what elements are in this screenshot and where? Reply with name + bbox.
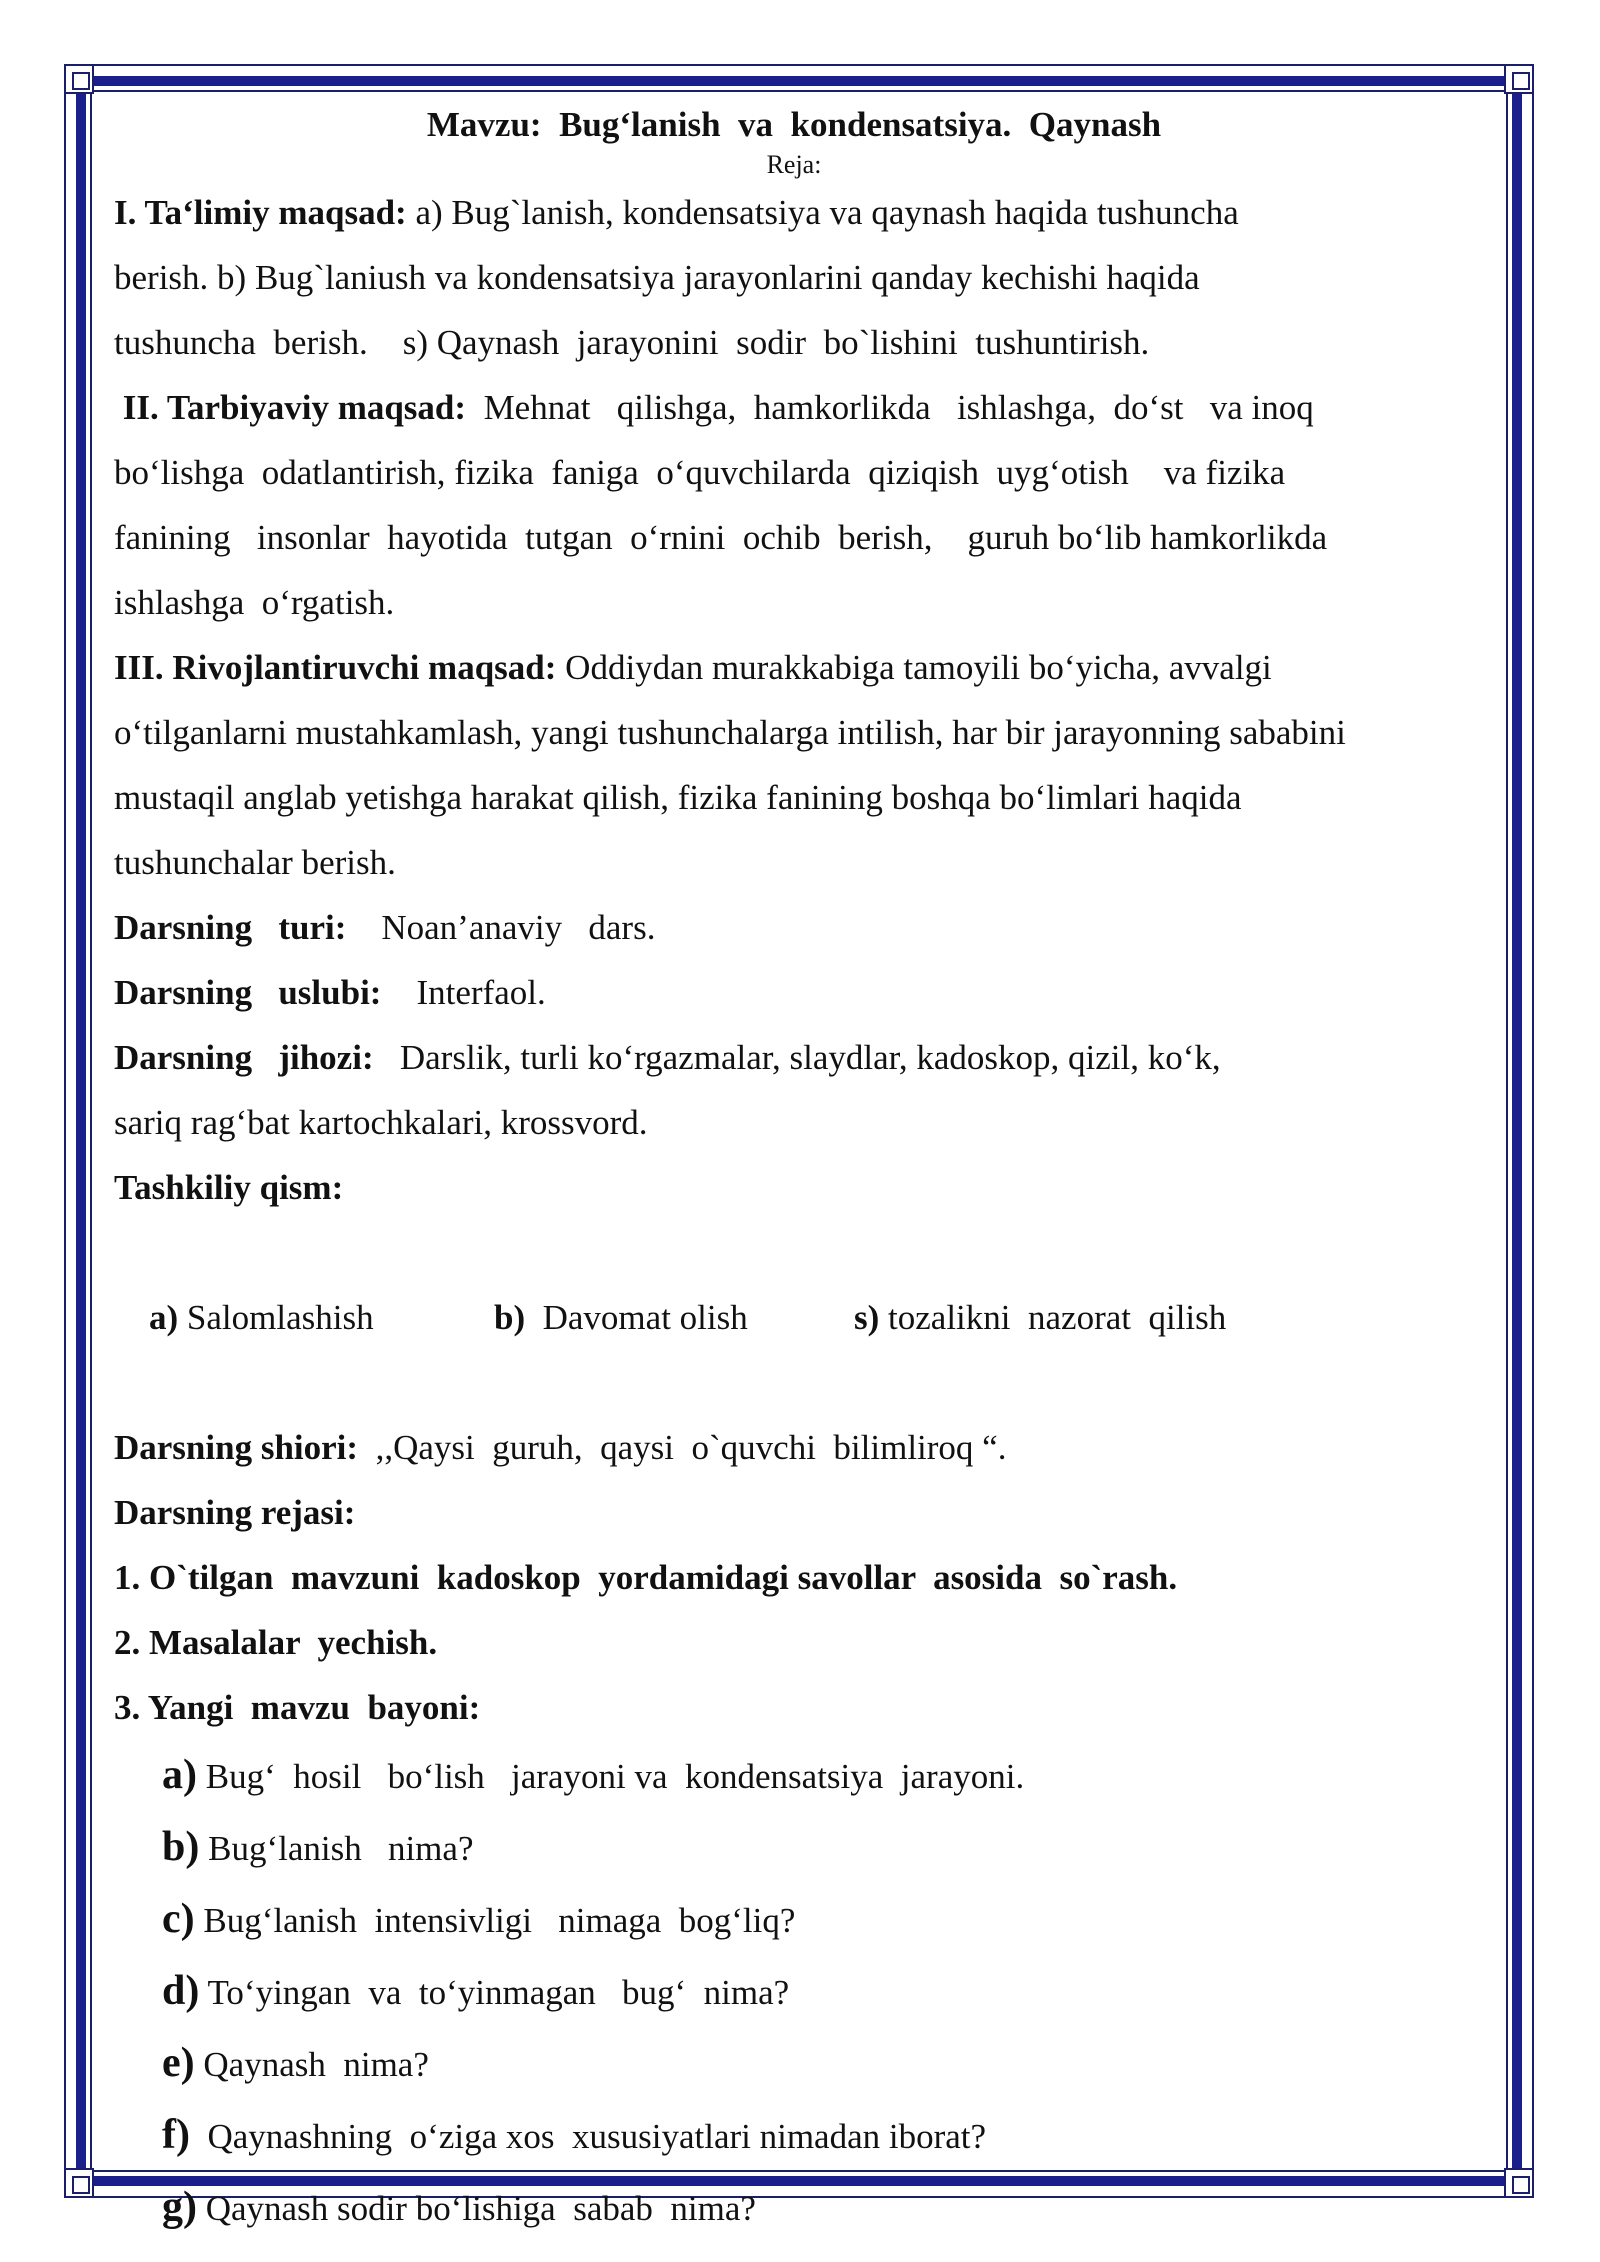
field-label: Darsning jihozi: bbox=[114, 1038, 374, 1077]
lesson-motto bbox=[114, 1415, 1494, 1480]
field-value: Interfaol. bbox=[381, 973, 546, 1012]
section-text: mustaqil anglab yetishga harakat qilish, fizika fanining boshqa bo‘limlari haqida bbox=[114, 778, 1242, 817]
section-text: o‘tilganlarni mustahkamlash, yangi tushunchalarga intilish, har bir jarayonning sababini bbox=[114, 713, 1346, 752]
corner-ornament-bottom-left bbox=[64, 2168, 94, 2198]
lesson-plan-heading: Darsning rejasi: bbox=[114, 1493, 356, 1532]
section-text: tushunchalar berish. bbox=[114, 843, 396, 882]
corner-ornament-top-left bbox=[64, 64, 94, 94]
section-label: I. Ta‘limiy maqsad: bbox=[114, 193, 407, 232]
lesson-plan-item: 1. O`tilgan mavzuni kadoskop yordamidagi savollar asosida so`rash. bbox=[114, 1558, 1178, 1597]
field-label: Darsning turi: bbox=[114, 908, 347, 947]
org-item-s: s) tozalikni nazorat qilish bbox=[854, 1298, 1227, 1337]
section-text: fanining insonlar hayotida tutgan o‘rnini ochib berish, guruh bo‘lib hamkorlikda bbox=[114, 518, 1328, 557]
field-value: Darslik, turli ko‘rgazmalar, slaydlar, kadoskop, qizil, ko‘k, bbox=[373, 1038, 1221, 1077]
topic-question: d) To‘yingan va to‘yinmagan bug‘ nima? bbox=[162, 1968, 790, 2014]
organizational-part-heading: Tashkiliy qism: bbox=[114, 1168, 344, 1207]
field-value: Noan’anaviy dars. bbox=[346, 908, 656, 947]
corner-ornament-top-right bbox=[1504, 64, 1534, 94]
section-text: a) Bug`lanish, kondensatsiya va qaynash haqida tushuncha bbox=[406, 193, 1239, 232]
organizational-part-items bbox=[114, 1220, 1494, 1415]
topic-question: f) Qaynashning o‘ziga xos xususiyatlari nimadan iborat? bbox=[162, 2112, 987, 2158]
section-label: III. Rivojlantiruvchi maqsad: bbox=[114, 648, 557, 687]
section-talimiy bbox=[114, 180, 1494, 375]
section-text: Mehnat qilishga, hamkorlikda ishlashga, do‘st va inoq bbox=[466, 388, 1314, 427]
org-item-b: b) Davomat olish bbox=[494, 1298, 748, 1337]
section-text: berish. b) Bug`laniush va kondensatsiya jarayonlarini qanday kechishi haqida bbox=[114, 258, 1200, 297]
lesson-plan-item: 3. Yangi mavzu bayoni: bbox=[114, 1688, 481, 1727]
topic-question: b) Bug‘lanish nima? bbox=[162, 1824, 474, 1870]
section-text: bo‘lishga odatlantirish, fizika faniga o‘quvchilarda qiziqish uyg‘otish va fizika bbox=[114, 453, 1286, 492]
section-text: tushuncha berish. s) Qaynash jarayonini sodir bo`lishini tushuntirish. bbox=[114, 323, 1150, 362]
page-title: Mavzu: Bug‘lanish va kondensatsiya. Qaynash bbox=[426, 105, 1162, 144]
topic-question: g) Qaynash sodir bo‘lishiga sabab nima? bbox=[162, 2184, 756, 2230]
field-label: Darsning shiori: bbox=[114, 1428, 359, 1467]
section-tarbiyaviy bbox=[114, 375, 1494, 635]
section-text: ishlashga o‘rgatish. bbox=[114, 583, 395, 622]
topic-question: c) Bug‘lanish intensivligi nimaga bog‘liq? bbox=[162, 1896, 796, 1942]
lesson-type bbox=[114, 895, 1494, 960]
org-item-a: a) Salomlashish bbox=[149, 1298, 374, 1337]
section-rivojlantiruvchi bbox=[114, 635, 1494, 895]
lesson-equipment bbox=[114, 1025, 1494, 1090]
lesson-method bbox=[114, 960, 1494, 1025]
field-value: ,,Qaysi guruh, qaysi o`quvchi bilimliroq “. bbox=[358, 1428, 1007, 1467]
topic-question: a) Bug‘ hosil bo‘lish jarayoni va kondensatsiya jarayoni. bbox=[162, 1752, 1025, 1798]
document-body bbox=[114, 100, 1494, 2244]
section-label: II. Tarbiyaviy maqsad: bbox=[114, 388, 467, 427]
page-subtitle: Reja: bbox=[766, 150, 822, 179]
topic-question: e) Qaynash nima? bbox=[162, 2040, 429, 2086]
field-label: Darsning uslubi: bbox=[114, 973, 382, 1012]
field-value: sariq rag‘bat kartochkalari, krossvord. bbox=[114, 1103, 648, 1142]
lesson-plan-item: 2. Masalalar yechish. bbox=[114, 1623, 438, 1662]
section-text: Oddiydan murakkabiga tamoyili bo‘yicha, avvalgi bbox=[556, 648, 1272, 687]
corner-ornament-bottom-right bbox=[1504, 2168, 1534, 2198]
